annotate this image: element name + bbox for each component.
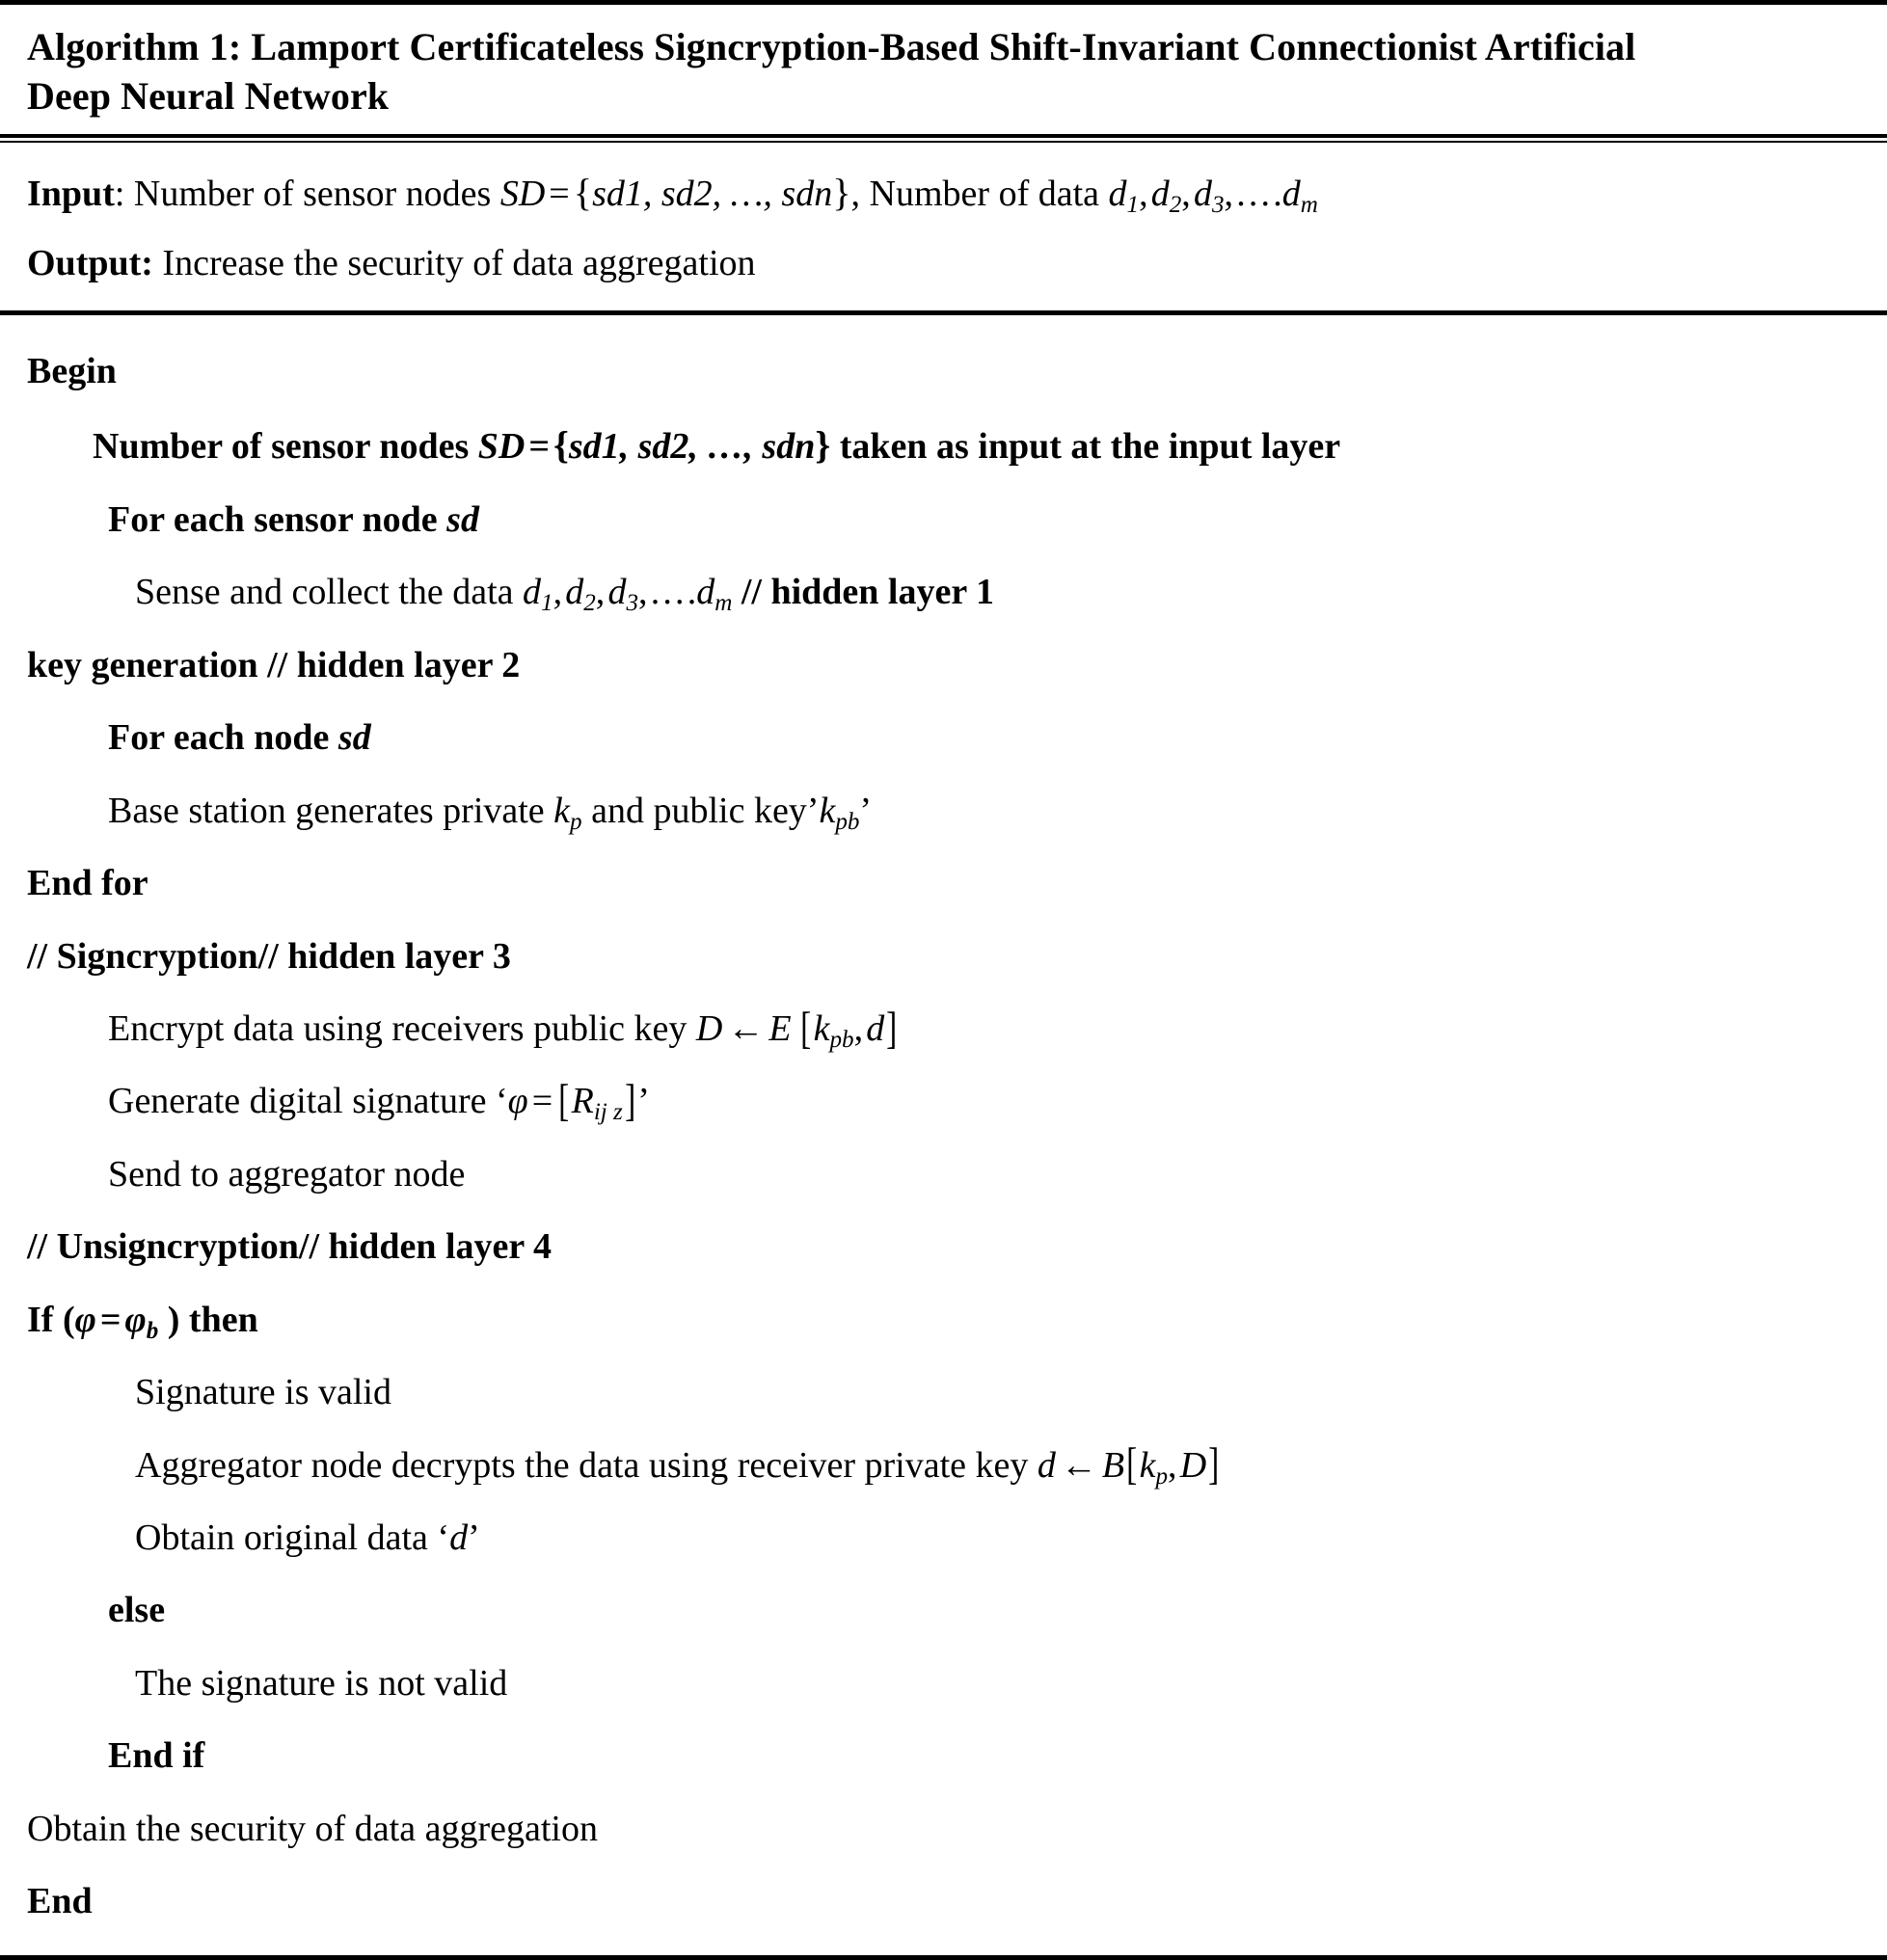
step-signature-valid (135, 1356, 1858, 1428)
step-if-signature-check (27, 1283, 1858, 1356)
input-set-open: { (573, 171, 593, 215)
step-generate-signature (108, 1064, 1858, 1137)
step-for-each-node (108, 701, 1858, 773)
step-obtain-security-label: Obtain the security of data aggregation (27, 1808, 598, 1849)
step-generate-signature-equals: = (531, 1081, 553, 1122)
step-for-each-node-var: sd (337, 717, 371, 759)
step-generate-signature-var-r: R (571, 1081, 594, 1122)
input-data-list: $d_1$, $d_2$, $d_3$, . . . $.d_m$ (1108, 174, 1318, 219)
step-input-layer-set-open: { (553, 423, 569, 468)
step-aggregator-decrypt-bracket-open: [ (1126, 1440, 1138, 1490)
step-encrypt-data-bracket-open: [ (800, 1004, 812, 1054)
output-label: Output: (27, 243, 153, 284)
input-label: Input (27, 174, 115, 215)
step-sense-collect-pre: Sense and collect the data (135, 572, 514, 613)
input-equals: = (549, 174, 570, 215)
step-encrypt-data-arrow: ← (727, 1007, 765, 1049)
input-line (27, 156, 1858, 229)
step-generate-signature-pre: Generate digital signature ‘ (108, 1081, 508, 1122)
step-aggregator-decrypt-bracket-close: ] (1208, 1440, 1220, 1490)
step-if-signature-check-post: ) then (158, 1299, 258, 1340)
rule-after-title (0, 134, 1887, 143)
step-key-generation (27, 629, 1858, 701)
step-encrypt-data-pre: Encrypt data using receivers public key (108, 1007, 687, 1049)
input-text-a: Number of sensor nodes (133, 174, 492, 215)
step-base-station-keys-mid: and public key’ (591, 790, 820, 831)
step-base-station-keys-post: ’ (859, 790, 873, 831)
output-line (27, 229, 1858, 299)
step-aggregator-decrypt-arrow: ← (1060, 1444, 1097, 1486)
algorithm-title-line-2: Deep Neural Network (27, 74, 390, 119)
step-encrypt-data-bracket-close: ] (886, 1004, 898, 1054)
step-aggregator-decrypt-args: $k_p$, D (1139, 1444, 1207, 1490)
step-sense-collect-comment: // hidden layer 1 (741, 572, 995, 613)
algorithm-io-section (0, 143, 1887, 310)
step-input-layer-pre: Number of sensor nodes (93, 426, 470, 468)
step-if-signature-check-equals: = (99, 1299, 121, 1340)
step-signcryption-header-label: // Signcryption// hidden layer 3 (27, 935, 511, 977)
step-send-aggregator (108, 1138, 1858, 1210)
step-for-each-sensor-node-pre: For each sensor node (108, 498, 438, 540)
step-end (27, 1865, 1858, 1937)
step-encrypt-data-var-e: E (768, 1007, 792, 1049)
step-base-station-keys-var-kp: $k_p$ (553, 790, 582, 835)
step-generate-signature-post: ’ (637, 1081, 650, 1122)
step-else (108, 1573, 1858, 1646)
input-text-b: , Number of data (850, 174, 1100, 215)
output-text: Increase the security of data aggregation (162, 243, 756, 284)
step-base-station-keys-pre: Base station generates private (108, 790, 545, 831)
step-signcryption-header (27, 920, 1858, 992)
step-encrypt-data (108, 992, 1858, 1064)
algorithm-title (0, 5, 1887, 134)
step-aggregator-decrypt-var-b: B (1101, 1444, 1125, 1486)
step-input-layer-set-items: sd1, sd2, …, sdn (568, 426, 816, 468)
step-if-signature-check-var-phib: $\varphi_b$ (124, 1299, 159, 1344)
step-end-label: End (27, 1881, 93, 1922)
step-end-if-label: End if (108, 1735, 205, 1777)
step-generate-signature-sub-r: ij z (593, 1099, 623, 1126)
step-send-aggregator-label: Send to aggregator node (108, 1153, 466, 1195)
step-base-station-keys-var-kpb: $k_{pb}$ (819, 790, 860, 835)
step-obtain-original-data-pre: Obtain original data ‘ (135, 1517, 450, 1559)
step-generate-signature-bracket-open: [ (558, 1077, 570, 1127)
step-end-for-label: End for (27, 863, 148, 904)
step-obtain-original-data (135, 1501, 1858, 1573)
input-set-close: } (832, 171, 851, 215)
step-input-layer-var-sd: SD (477, 426, 526, 468)
step-if-signature-check-pre: If ( (27, 1299, 75, 1340)
step-sense-collect (135, 555, 1858, 628)
step-obtain-security (27, 1792, 1858, 1865)
step-for-each-sensor-node (108, 483, 1858, 555)
input-set-items: sd1, sd2, …, sdn (592, 174, 833, 215)
step-obtain-original-data-var: d (449, 1517, 469, 1559)
input-var-sd: SD (499, 174, 546, 215)
step-begin-label: Begin (27, 350, 117, 391)
step-base-station-keys (108, 774, 1858, 846)
step-else-label: else (108, 1590, 166, 1631)
step-unsigncryption-header (27, 1210, 1858, 1282)
step-sense-collect-data-list: $d_1$, $d_2$, $d_3$, . . . $.d_m$ (523, 572, 733, 617)
step-generate-signature-var-phi: φ (507, 1081, 528, 1122)
step-input-layer (93, 407, 1858, 483)
step-end-for (27, 846, 1858, 919)
step-obtain-original-data-post: ’ (468, 1517, 480, 1559)
step-unsigncryption-header-label: // Unsigncryption// hidden layer 4 (27, 1226, 553, 1268)
step-input-layer-post: taken as input at the input layer (839, 426, 1341, 468)
step-signature-not-valid-label: The signature is not valid (135, 1662, 508, 1704)
step-generate-signature-bracket-close: ] (624, 1077, 636, 1127)
step-begin (27, 335, 1858, 407)
step-key-generation-label: key generation // hidden layer 2 (27, 644, 521, 685)
step-if-signature-check-var-phi: φ (74, 1299, 96, 1340)
step-aggregator-decrypt-pre: Aggregator node decrypts the data using receiver private key (135, 1444, 1029, 1486)
step-for-each-sensor-node-var: sd (446, 498, 479, 540)
step-encrypt-data-var-d: D (695, 1007, 723, 1049)
step-for-each-node-pre: For each node (108, 717, 330, 759)
step-encrypt-data-args: $k_{pb}$, d (813, 1007, 885, 1053)
rule-bottom (0, 1955, 1887, 1960)
step-signature-valid-label: Signature is valid (135, 1372, 391, 1413)
step-signature-not-valid (135, 1647, 1858, 1719)
algorithm-title-line-1: Algorithm 1: Lamport Certificateless Signcryption-Based Shift-Invariant Connectionist Artificial (27, 25, 1636, 68)
input-separator: : (114, 174, 125, 215)
step-aggregator-decrypt (135, 1429, 1858, 1501)
step-aggregator-decrypt-var-d: d (1037, 1444, 1056, 1486)
step-input-layer-set-close: } (815, 423, 831, 468)
step-input-layer-equals: = (528, 426, 550, 468)
algorithm-body (0, 315, 1887, 1955)
step-end-if (108, 1719, 1858, 1791)
